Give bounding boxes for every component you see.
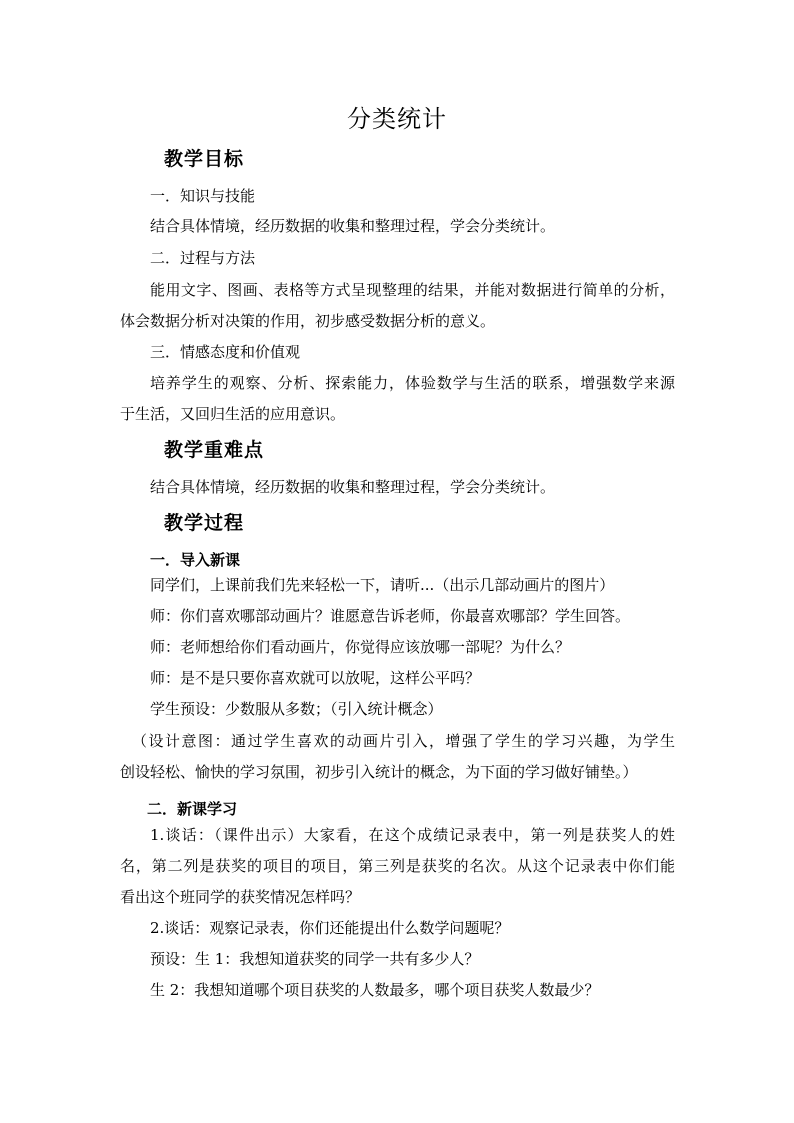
- intro-line-1: 同学们，上课前我们先来轻松一下，请听...（出示几部动画片的图片）: [150, 576, 615, 594]
- new-lesson-line-4: 2.谈话：观察记录表，你们还能提出什么数学问题呢？: [150, 919, 510, 937]
- subheading-intro: 一．导入新课: [150, 551, 241, 569]
- intro-line-5: 学生预设：少数服从多数；（引入统计概念）: [150, 700, 443, 718]
- paragraph-process-method-line2: 体会数据分析对决策的作用，初步感受数据分析的意义。: [120, 312, 496, 330]
- subheading-knowledge: 一．知识与技能: [150, 187, 256, 205]
- new-lesson-line-2: 名，第二列是获奖的项目的项目，第三列是获奖的名次。从这个记录表中你们能: [120, 857, 675, 875]
- design-note-line-2: 创设轻松、愉快的学习氛围，初步引入统计的概念，为下面的学习做好铺垫。）: [120, 763, 638, 781]
- section-heading-goals: 教学目标: [164, 148, 245, 170]
- paragraph-attitude-line2: 于生活，又回归生活的应用意识。: [120, 405, 346, 423]
- intro-line-4: 师：是不是只要你喜欢就可以放呢，这样公平吗？: [150, 669, 481, 687]
- section-heading-process: 教学过程: [164, 512, 245, 534]
- intro-line-2: 师：你们喜欢哪部动画片？谁愿意告诉老师，你最喜欢哪部？学生回答。: [150, 607, 631, 625]
- new-lesson-line-6: 生 2：我想知道哪个项目获奖的人数最多，哪个项目获奖人数最少？: [150, 981, 600, 999]
- design-note-line-1: （设计意图：通过学生喜欢的动画片引入，增强了学生的学习兴趣，为学生: [132, 732, 675, 750]
- subheading-new-lesson: 二．新课学习: [147, 800, 238, 818]
- section-heading-key-points: 教学重难点: [164, 439, 265, 461]
- new-lesson-line-5: 预设：生 1：我想知道获奖的同学一共有多少人？: [150, 950, 480, 968]
- paragraph-process-method-line1: 能用文字、图画、表格等方式呈现整理的结果，并能对数据进行简单的分析，: [150, 281, 675, 299]
- paragraph-key-points: 结合具体情境，经历数据的收集和整理过程，学会分类统计。: [150, 478, 556, 496]
- paragraph-knowledge: 结合具体情境，经历数据的收集和整理过程，学会分类统计。: [150, 217, 556, 235]
- new-lesson-line-1: 1.谈话：（课件出示）大家看，在这个成绩记录表中，第一列是获奖人的姓: [150, 826, 675, 844]
- subheading-process-method: 二．过程与方法: [150, 249, 256, 267]
- intro-line-3: 师：老师想给你们看动画片，你觉得应该放哪一部呢？为什么？: [150, 638, 571, 656]
- subheading-attitude-values: 三．情感态度和价值观: [150, 343, 301, 361]
- new-lesson-line-3: 看出这个班同学的获奖情况怎样吗？: [120, 888, 361, 906]
- document-title: 分类统计: [347, 105, 447, 133]
- paragraph-attitude-line1: 培养学生的观察、分析、探索能力，体验数学与生活的联系，增强数学来源: [150, 374, 675, 392]
